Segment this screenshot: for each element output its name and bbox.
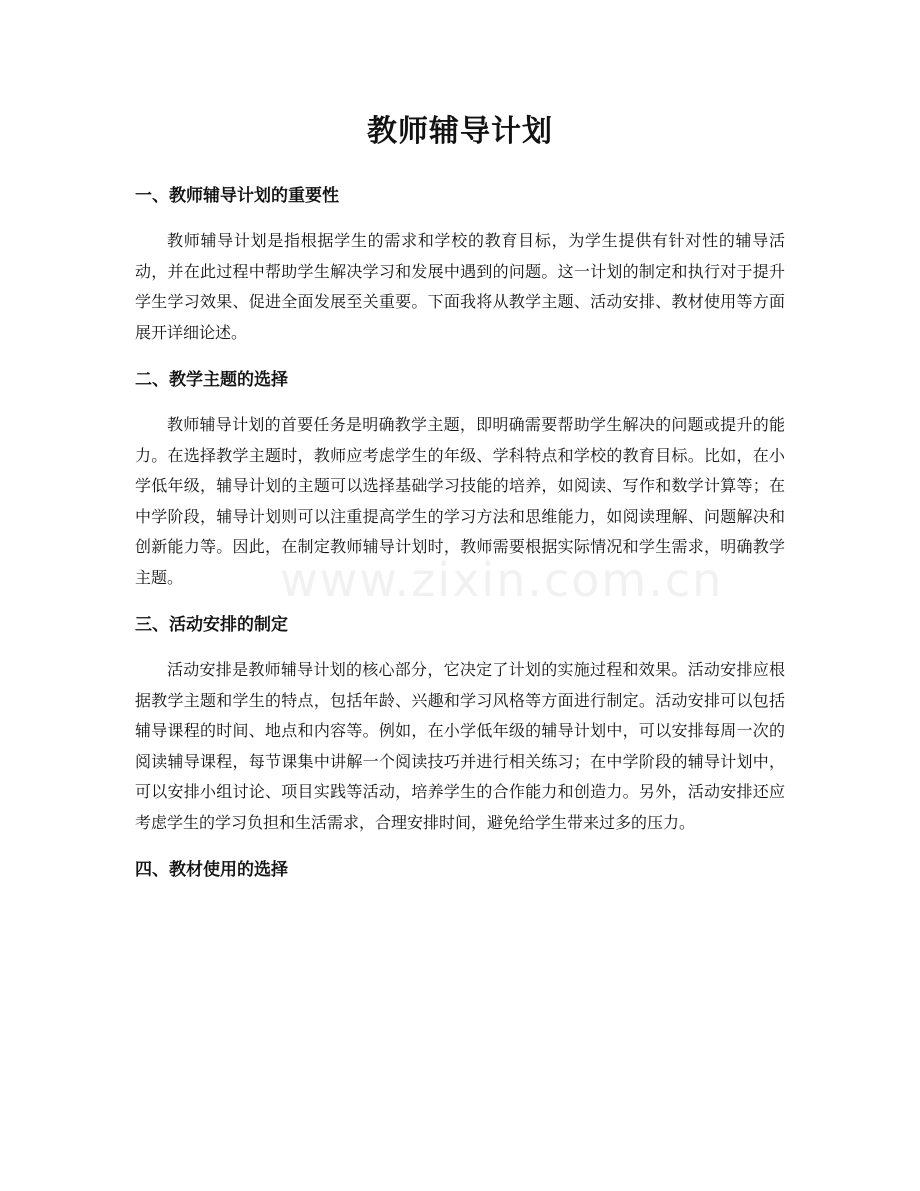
section-paragraph-importance: 教师辅导计划是指根据学生的需求和学校的教育目标，为学生提供有针对性的辅导活动，并在此过程中帮助学生解决学习和发展中遇到的问题。这一计划的制定和执行对于提升学生学习效果、促进全面发展至关重要。下面我将从教学主题、活动安排、教材使用等方面展开详细论述。 (135, 231, 785, 342)
watermark-text: www.zixin.com.cn (280, 553, 724, 607)
section-heading-importance: 一、教师辅导计划的重要性 (135, 186, 339, 206)
document-title: 教师辅导计划 (367, 114, 553, 149)
section-paragraph-activity-arrangement: 活动安排是教师辅导计划的核心部分，它决定了计划的实施过程和效果。活动安排应根据教学主题和学生的特点，包括年龄、兴趣和学习风格等方面进行制定。活动安排可以包括辅导课程的时间、地点和内容等。例如，在小学低年级的辅导计划中，可以安排每周一次的阅读辅导课程，每节课集中讲解一个阅读技巧并进行相关练习；在中学阶段的辅导计划中，可以安排小组讨论、项目实践等活动，培养学生的合作能力和创造力。另外，活动安排还应考虑学生的学习负担和生活需求，合理安排时间，避免给学生带来过多的压力。 (135, 660, 785, 832)
section-heading-activity-arrangement: 三、活动安排的制定 (135, 615, 288, 635)
section-paragraph-teaching-theme: 教师辅导计划的首要任务是明确教学主题，即明确需要帮助学生解决的问题或提升的能力。在选择教学主题时，教师应考虑学生的年级、学科特点和学校的教育目标。比如，在小学低年级，辅导计划的主题可以选择基础学习技能的培养，如阅读、写作和数学计算等；在中学阶段，辅导计划则可以注重提高学生的学习方法和思维能力，如阅读理解、问题解决和创新能力等。因此，在制定教师辅导计划时，教师需要根据实际情况和学生需求，明确教学主题。 (135, 415, 785, 587)
section-heading-teaching-theme: 二、教学主题的选择 (135, 370, 288, 390)
section-heading-materials: 四、教材使用的选择 (135, 860, 288, 880)
